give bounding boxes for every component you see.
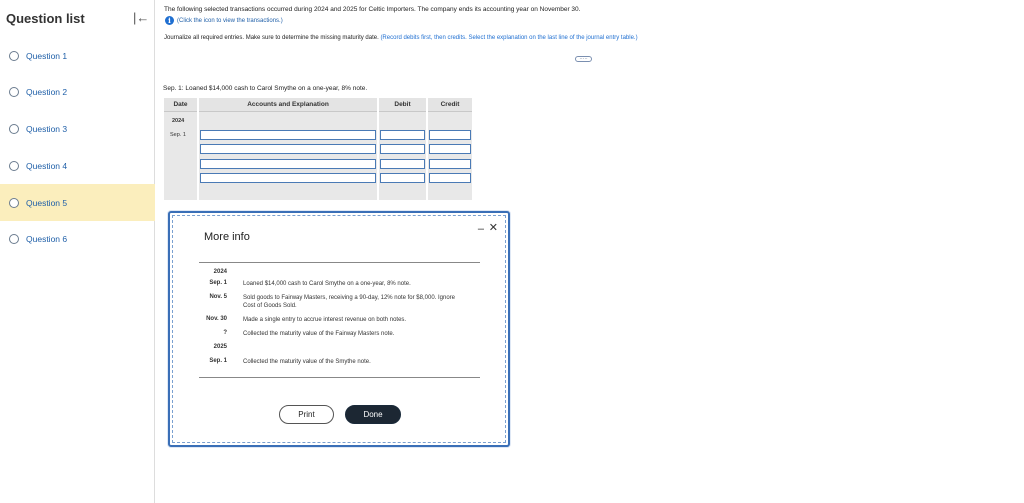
- instructions-highlight: (Record debits first, then credits. Select the explanation on the last line of the journal entry table.): [380, 35, 638, 41]
- account-input-row-2[interactable]: [200, 144, 376, 154]
- credit-input-row-1[interactable]: [429, 130, 471, 140]
- row-description: Collected the maturity value of the Fairway Masters note.: [243, 331, 395, 337]
- year-label: 2024: [213, 269, 227, 275]
- info-link-text[interactable]: (Click the icon to view the transactions.): [177, 17, 283, 24]
- column-divider: [377, 98, 379, 200]
- radio-icon: [9, 161, 19, 171]
- question-list-sidebar: [0, 0, 155, 503]
- instructions: [164, 35, 638, 41]
- debit-input-row-3[interactable]: [380, 159, 425, 169]
- account-input-row-4[interactable]: [200, 173, 376, 183]
- transaction-text: Sep. 1: Loaned $14,000 cash to Carol Smythe on a one-year, 8% note.: [163, 85, 368, 92]
- credit-input-row-2[interactable]: [429, 144, 471, 154]
- header-accounts: Accounts and Explanation: [199, 98, 377, 112]
- sidebar-item-label: Question 1: [26, 50, 68, 61]
- row-date: ?: [223, 330, 227, 336]
- row-description: Made a single entry to accrue interest revenue on both notes.: [243, 317, 407, 323]
- info-link[interactable]: [165, 16, 283, 25]
- header-date: Date: [164, 98, 197, 112]
- row-description: Sold goods to Fairway Masters, receiving a 90-day, 12% note for $8,000. Ignore Cost of Goods Sold.: [243, 295, 456, 309]
- close-icon[interactable]: ✕: [488, 222, 498, 234]
- debit-input-row-1[interactable]: [380, 130, 425, 140]
- radio-icon: [9, 87, 19, 97]
- done-button[interactable]: Done: [345, 405, 401, 424]
- radio-icon: [9, 51, 19, 61]
- credit-input-row-3[interactable]: [429, 159, 471, 169]
- credit-input-row-4[interactable]: [429, 173, 471, 183]
- row-description: Loaned $14,000 cash to Carol Smythe on a one-year, 8% note.: [243, 281, 411, 287]
- sidebar-item-label: Question 4: [26, 160, 68, 171]
- year-label: 2025: [213, 344, 227, 350]
- radio-icon: [9, 198, 19, 208]
- sidebar-item-question-4[interactable]: [0, 147, 155, 184]
- column-divider: [426, 98, 428, 200]
- sidebar-item-label: Question 5: [26, 197, 68, 208]
- sidebar-item-question-5[interactable]: [0, 184, 155, 221]
- instructions-text: Journalize all required entries. Make sure to determine the missing maturity date.: [164, 35, 381, 41]
- sidebar-title: Question list: [6, 11, 85, 26]
- header-debit: Debit: [379, 98, 426, 112]
- header-credit: Credit: [428, 98, 472, 112]
- account-input-row-3[interactable]: [200, 159, 376, 169]
- minimize-icon[interactable]: –: [477, 223, 484, 235]
- transactions-table: [199, 262, 480, 378]
- modal-title: More info: [204, 231, 250, 243]
- print-button[interactable]: Print: [279, 405, 334, 424]
- row-date: Sep. 1: [209, 358, 227, 364]
- journal-entry-table: [164, 98, 472, 200]
- column-divider: [197, 98, 199, 200]
- row-date: Sep. 1: [209, 280, 227, 286]
- row-date: Nov. 5: [209, 294, 227, 300]
- sidebar-item-label: Question 3: [26, 123, 68, 134]
- sidebar-item-question-6[interactable]: [0, 220, 155, 257]
- debit-input-row-4[interactable]: [380, 173, 425, 183]
- question-intro: The following selected transactions occurred during 2024 and 2025 for Celtic Importers. The company ends its accounting year on November 30.: [164, 6, 581, 13]
- sidebar-item-question-1[interactable]: [0, 37, 155, 74]
- journal-year: 2024: [172, 118, 185, 124]
- radio-icon: [9, 234, 19, 244]
- journal-date: Sep. 1: [170, 132, 186, 138]
- debit-input-row-2[interactable]: [380, 144, 425, 154]
- row-description: Collected the maturity value of the Smythe note.: [243, 359, 371, 365]
- account-input-row-1[interactable]: [200, 130, 376, 140]
- radio-icon: [9, 124, 19, 134]
- sidebar-item-question-2[interactable]: [0, 73, 155, 110]
- sidebar-item-label: Question 6: [26, 233, 68, 244]
- more-info-modal: [168, 211, 510, 447]
- sidebar-item-label: Question 2: [26, 86, 68, 97]
- info-icon[interactable]: i: [165, 16, 174, 25]
- more-ellipsis-button[interactable]: ·····: [575, 56, 592, 62]
- collapse-left-icon[interactable]: |←: [133, 10, 150, 25]
- sidebar-item-question-3[interactable]: [0, 110, 155, 147]
- row-date: Nov. 30: [206, 316, 227, 322]
